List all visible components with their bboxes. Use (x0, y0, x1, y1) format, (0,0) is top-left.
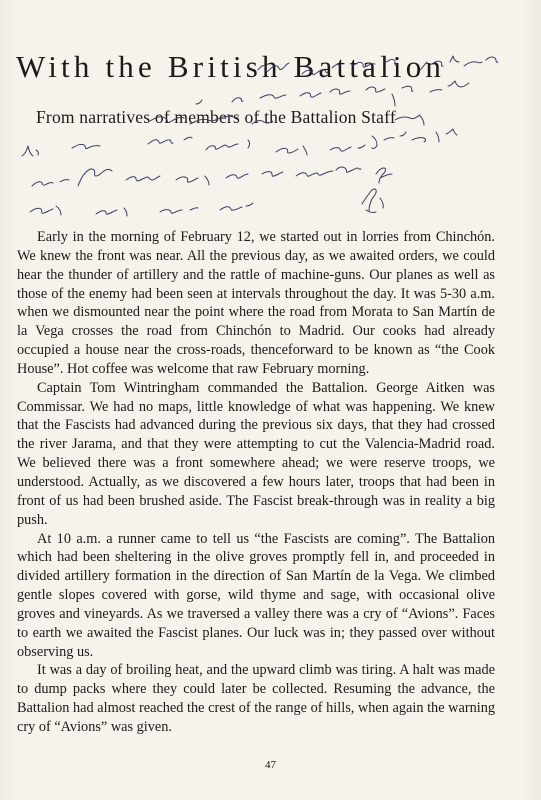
chapter-subtitle: From narratives of members of the Battalion Staff (36, 107, 396, 127)
paragraph-2: Captain Tom Wintringham commanded the Battalion. George Aitken was Commissar. We had no maps, little knowledge of what was happening. We knew that the Fascists had advanced during the previous six days, that they had crossed the river Jarama, and that they were attempting to cut the Valencia-Madrid road. We believed there was a front somewhere ahead; we were reserve troops, we understood. Actually, as we discovered a few hours later, troops that had been in front of us had been brushed aside. The Fascist break-through was in reality a big push. (17, 379, 495, 528)
paragraph-1: Early in the morning of February 12, we started out in lorries from Chinchón. We knew the front was near. All the previous day, as we awaited orders, we could hear the thunder of artillery and the rattle of machine-guns. Our planes as well as those of the enemy had been seen at intervals throughout the day. It was 5-30 a.m. when we dismounted near the point where the road from Morata to San Martín de la Vega crosses the road from Chinchón to Madrid. Our cooks had already occupied a house near the cross-roads, thenceforward to be known as “the Cook House”. Hot coffee was welcome that raw February morning. (17, 229, 495, 377)
article-body (17, 228, 495, 737)
handwritten-annotation (0, 0, 541, 260)
paragraph-3: At 10 a.m. a runner came to tell us “the Fascists are coming”. The Battalion which had been sheltering in the olive groves promptly fell in, and proceeded in divided artillery formation in the direction of San Martín de la Vega. We climbed gentle slopes covered with gorse, wild thyme and sage, with occasional olive groves and vineyards. As we traversed a valley there was a cry of “Avions”. Faces to earth we awaited the Fascist planes. Our luck was in; they passed over without observing us. (17, 530, 495, 660)
page-number: 47 (265, 759, 276, 771)
paragraph-4: It was a day of broiling heat, and the upward climb was tiring. A halt was made to dump packs where they could later be collected. Resuming the advance, the Battalion had almost reached the crest of the range of hills, when again the warning cry of “Avions” was given. (17, 662, 495, 735)
chapter-title: With the British Battalion (16, 48, 446, 84)
